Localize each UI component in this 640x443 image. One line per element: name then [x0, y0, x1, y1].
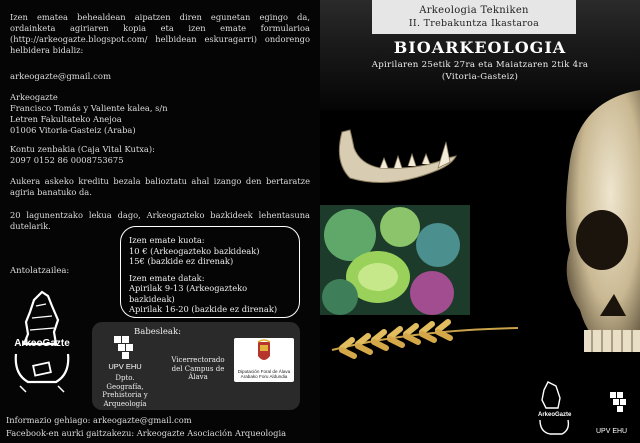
- diputacion-name: Diputación Foral de Álava Arabako Foru Aldundia: [237, 369, 291, 380]
- dates-nonmembers: Apirilak 16-20 (bazkide ez direnak): [129, 304, 278, 314]
- corner-logos: [536, 378, 640, 443]
- fee-title: Izen emate kuota:: [129, 235, 205, 245]
- vicerrectorado-name: Vicerrectorado del Campus de Álava: [171, 356, 225, 381]
- coat-of-arms-icon: [234, 338, 294, 368]
- upv-ehu-logo: [96, 330, 154, 410]
- department-name: Dpto. Geografía, Prehistoria y Arqueología: [102, 374, 148, 408]
- fee-box: [120, 226, 300, 318]
- main-title: BIOARKEOLOGIA: [393, 38, 567, 57]
- address-line: Francisco Tomás y Valiente kalea, s/n: [10, 103, 168, 113]
- fee-nonmembers: 15€ (bazkide ez direnak): [129, 256, 234, 266]
- diputacion-logo: [234, 338, 294, 382]
- corner-logo-text: ArkeoGazte: [538, 412, 572, 418]
- logo-text: ArkeoGazte: [14, 338, 70, 349]
- bank-account: [10, 144, 155, 166]
- jawbone-image: [320, 112, 480, 202]
- credit-note: Aukera askeko kreditu bezala balioztatu ahal izango den bertaratze agiria banatuko da.: [10, 176, 310, 197]
- contact-email[interactable]: arkeogazte@gmail.com: [10, 72, 112, 82]
- address-line: 01006 Vitoria-Gasteiz (Araba): [10, 125, 136, 135]
- places-note: 20 lagunentzako lekua dago, Arkeogazteko bazkideek lehentasuna dutelarik.: [10, 210, 310, 231]
- wheat-image: [322, 310, 522, 370]
- right-panel: [320, 0, 640, 443]
- footer-info: Informazio gehiago: arkeogazte@gmail.com: [6, 415, 192, 425]
- corner-upv-name: UPV EHU: [596, 428, 628, 435]
- course-banner: [372, 0, 576, 34]
- registration-intro: Izen ematea behealdean aipatzen diren egunetan egingo da, ordainketa agiriaren kopia eta izen emate formularioa (http://arkeogazte.blogspot.com/ helbidean eskuragarri) ondorengo helbidera bidaliz:: [10, 12, 310, 55]
- course-dates: Apirilaren 25etik 27ra eta Maiatzaren 2tik 4ra: [371, 60, 589, 70]
- dates-title: Izen emate datak:: [129, 272, 205, 283]
- footer-facebook: Facebook-en aurki gaitzakezu: Arkeogazte Asociación Arqueologia: [6, 428, 287, 438]
- fee-members: 10 € (Arkeogazteko bazkideak): [129, 245, 260, 256]
- bank-number: 2097 0152 86 0008753675: [10, 155, 124, 165]
- upv-name: UPV EHU: [108, 362, 142, 371]
- organizer-label: Antolatzailea:: [10, 266, 70, 276]
- banner-title: Arkeologia Tekniken: [419, 5, 529, 16]
- bank-label: Kontu zenbakia (Caja Vital Kutxa):: [10, 144, 155, 154]
- upv-emblem-icon: [96, 330, 154, 362]
- footer: [6, 414, 286, 440]
- course-place: (Vitoria-Gasteiz): [441, 72, 519, 82]
- address-line: Arkeogazte: [10, 92, 58, 102]
- arkeogazte-logo: [6, 282, 78, 402]
- postal-address: [10, 92, 168, 136]
- address-line: Letren Fakultateko Anejoa: [10, 114, 122, 124]
- sponsors-label: Babesleak:: [134, 327, 181, 337]
- pollen-image: [320, 205, 470, 315]
- banner-subtitle: II. Trebakuntza Ikastaroa: [408, 18, 540, 29]
- dates-members: Apirilak 9-13 (Arkeogazteko bazkideak): [129, 283, 248, 304]
